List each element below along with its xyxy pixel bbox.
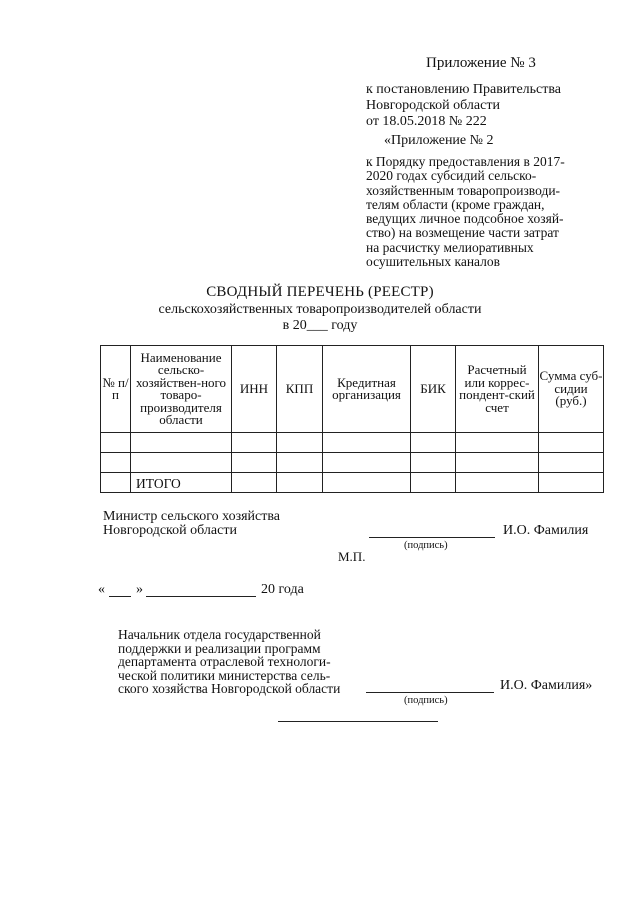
- table-cell: [101, 473, 131, 493]
- date-day-field[interactable]: [109, 596, 131, 597]
- order-line: на расчистку мелиоративных: [366, 239, 534, 255]
- document-title: СВОДНЫЙ ПЕРЕЧЕНЬ (РЕЕСТР): [206, 284, 434, 300]
- table-cell[interactable]: [232, 453, 277, 473]
- order-line: телям области (кроме граждан,: [366, 196, 545, 212]
- document-year-line: в 20___ году: [282, 318, 358, 333]
- column-header-kpp: КПП: [277, 346, 323, 433]
- table-total-row: [101, 473, 604, 493]
- table-cell[interactable]: [277, 473, 323, 493]
- table-cell[interactable]: [411, 433, 456, 453]
- column-header-account: Расчетный или коррес-пондент-ский счет: [456, 346, 539, 433]
- department-head-line: поддержки и реализации программ: [118, 640, 321, 656]
- table-cell[interactable]: [277, 433, 323, 453]
- table-cell[interactable]: [101, 453, 131, 473]
- table-row: [101, 453, 604, 473]
- table-cell[interactable]: [131, 433, 232, 453]
- table-row: [101, 433, 604, 453]
- department-head-title: [118, 628, 340, 696]
- appendix-title: Приложение № 3: [426, 55, 536, 71]
- table-cell[interactable]: [539, 453, 604, 473]
- minister-name: И.О. Фамилия: [503, 523, 589, 538]
- department-head-line: Начальник отдела государственной: [118, 627, 321, 642]
- order-line: к Порядку предоставления в 2017-: [366, 154, 565, 169]
- column-header-inn: ИНН: [232, 346, 277, 433]
- department-head-line: департамента отраслевой технологи-: [118, 654, 331, 670]
- column-header-number: № п/п: [101, 346, 131, 433]
- order-line: 2020 годах субсидий сельско-: [366, 168, 537, 184]
- table-cell[interactable]: [323, 453, 411, 473]
- appendix-line: к постановлению Правительства: [366, 82, 562, 97]
- order-reference: [366, 155, 606, 269]
- table-cell[interactable]: [411, 473, 456, 493]
- department-head-signature-caption: (подпись): [404, 695, 448, 706]
- column-header-subsidy: Сумма суб-сидии (руб.): [539, 346, 604, 433]
- department-head-line: ского хозяйства Новгородской области: [118, 681, 341, 697]
- document-end-rule: [278, 721, 438, 722]
- table-cell[interactable]: [411, 453, 456, 473]
- document-subtitle: сельскохозяйственных товаропроизводителей области: [158, 302, 482, 317]
- stamp-place-label: М.П.: [338, 549, 366, 564]
- date-open-quote: «: [98, 582, 105, 597]
- order-line: ство) на возмещение части затрат: [366, 225, 559, 241]
- order-line: ведущих личное подсобное хозяй-: [366, 211, 564, 227]
- table-cell[interactable]: [539, 473, 604, 493]
- order-line: осушительных каналов: [366, 254, 501, 270]
- table-cell[interactable]: [232, 433, 277, 453]
- minister-title-line: Министр сельского хозяйства: [103, 509, 280, 524]
- date-year-text: 20 года: [261, 582, 304, 597]
- appendix-decree-ref: [366, 82, 616, 130]
- column-header-producer-name: Наименование сельско-хозяйствен-ного товаро-производителя области: [131, 346, 232, 433]
- department-head-name: И.О. Фамилия»: [500, 678, 593, 693]
- table-cell[interactable]: [539, 433, 604, 453]
- order-line: хозяйственным товаропроизводи-: [366, 182, 561, 198]
- registry-table: [100, 345, 604, 493]
- appendix-line: от 18.05.2018 № 222: [366, 114, 487, 129]
- table-cell[interactable]: [456, 453, 539, 473]
- appendix2-title: «Приложение № 2: [384, 133, 494, 148]
- minister-title: [103, 510, 280, 538]
- table-cell[interactable]: [232, 473, 277, 493]
- minister-signature-caption: (подпись): [404, 540, 448, 551]
- column-header-bik: БИК: [411, 346, 456, 433]
- table-cell[interactable]: [323, 433, 411, 453]
- department-head-line: ческой политики министерства сель-: [118, 667, 331, 683]
- table-header-row: [101, 346, 604, 433]
- column-header-credit-org: Кредитная организация: [323, 346, 411, 433]
- table-cell[interactable]: [131, 453, 232, 473]
- table-cell[interactable]: [456, 473, 539, 493]
- appendix-line: Новгородской области: [366, 98, 500, 113]
- minister-title-line: Новгородской области: [103, 523, 237, 538]
- table-cell[interactable]: [277, 453, 323, 473]
- table-cell[interactable]: [101, 433, 131, 453]
- date-month-field[interactable]: [146, 596, 256, 597]
- table-cell[interactable]: [456, 433, 539, 453]
- total-label: ИТОГО: [131, 473, 232, 493]
- date-close-quote: »: [136, 582, 143, 597]
- table-cell[interactable]: [323, 473, 411, 493]
